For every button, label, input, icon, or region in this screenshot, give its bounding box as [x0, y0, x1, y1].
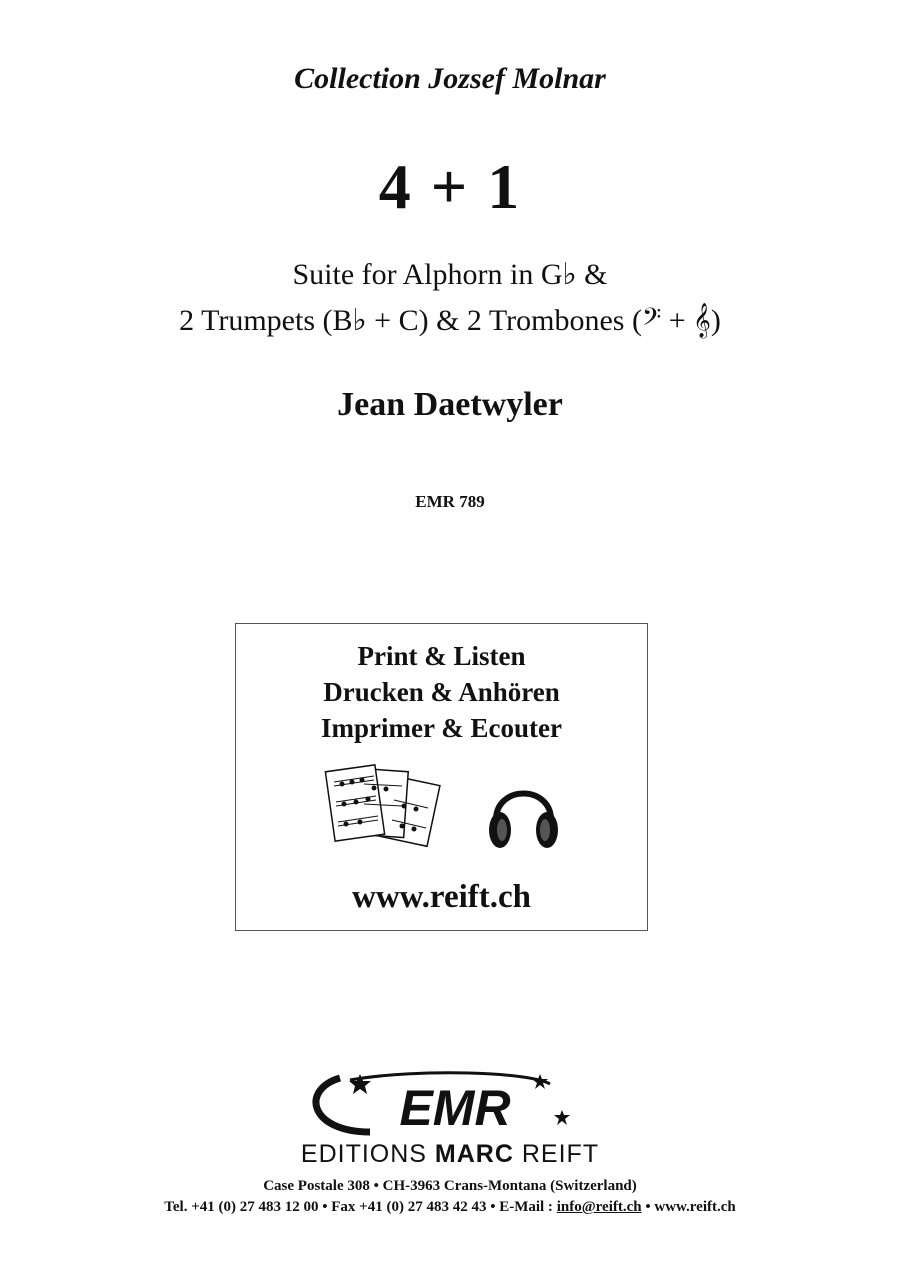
contact-email-link[interactable]: info@reift.ch	[556, 1199, 642, 1215]
sheet-music-icon	[324, 762, 454, 857]
publisher-address: Case Postale 308 • CH-3963 Crans-Montana (Switzerland)	[263, 1178, 637, 1194]
box-line-german: Drucken & Anhören	[323, 677, 560, 707]
catalog-number: EMR 789	[415, 492, 485, 511]
page-title: 4 + 1	[378, 151, 522, 222]
subtitle-line-2: 2 Trumpets (B♭ + C) & 2 Trombones (𝄢 + 𝄞)	[179, 304, 721, 337]
contact-phone-fax: Tel. +41 (0) 27 483 12 00 • Fax +41 (0) 27 483 42 43 • E-Mail :	[164, 1199, 557, 1215]
publisher-name-marc: MARC	[434, 1140, 514, 1168]
collection-name: Collection Jozsef Molnar	[294, 62, 606, 95]
composer-name: Jean Daetwyler	[337, 386, 563, 423]
publisher-name	[0, 1140, 900, 1169]
box-line-french: Imprimer & Ecouter	[321, 713, 562, 743]
publisher-name-editions: EDITIONS	[300, 1140, 427, 1168]
subtitle-line-1: Suite for Alphorn in G♭ &	[292, 258, 608, 291]
print-listen-box	[235, 623, 648, 931]
publisher-contact	[0, 1199, 900, 1216]
box-line-english: Print & Listen	[357, 641, 526, 671]
logo-text: EMR	[399, 1080, 511, 1136]
headphones-icon	[486, 774, 561, 854]
subtitle	[0, 252, 900, 344]
contact-website[interactable]: • www.reift.ch	[641, 1199, 736, 1215]
publisher-name-reift: REIFT	[521, 1140, 600, 1168]
website-url[interactable]: www.reift.ch	[351, 879, 532, 915]
emr-logo	[300, 1070, 600, 1145]
